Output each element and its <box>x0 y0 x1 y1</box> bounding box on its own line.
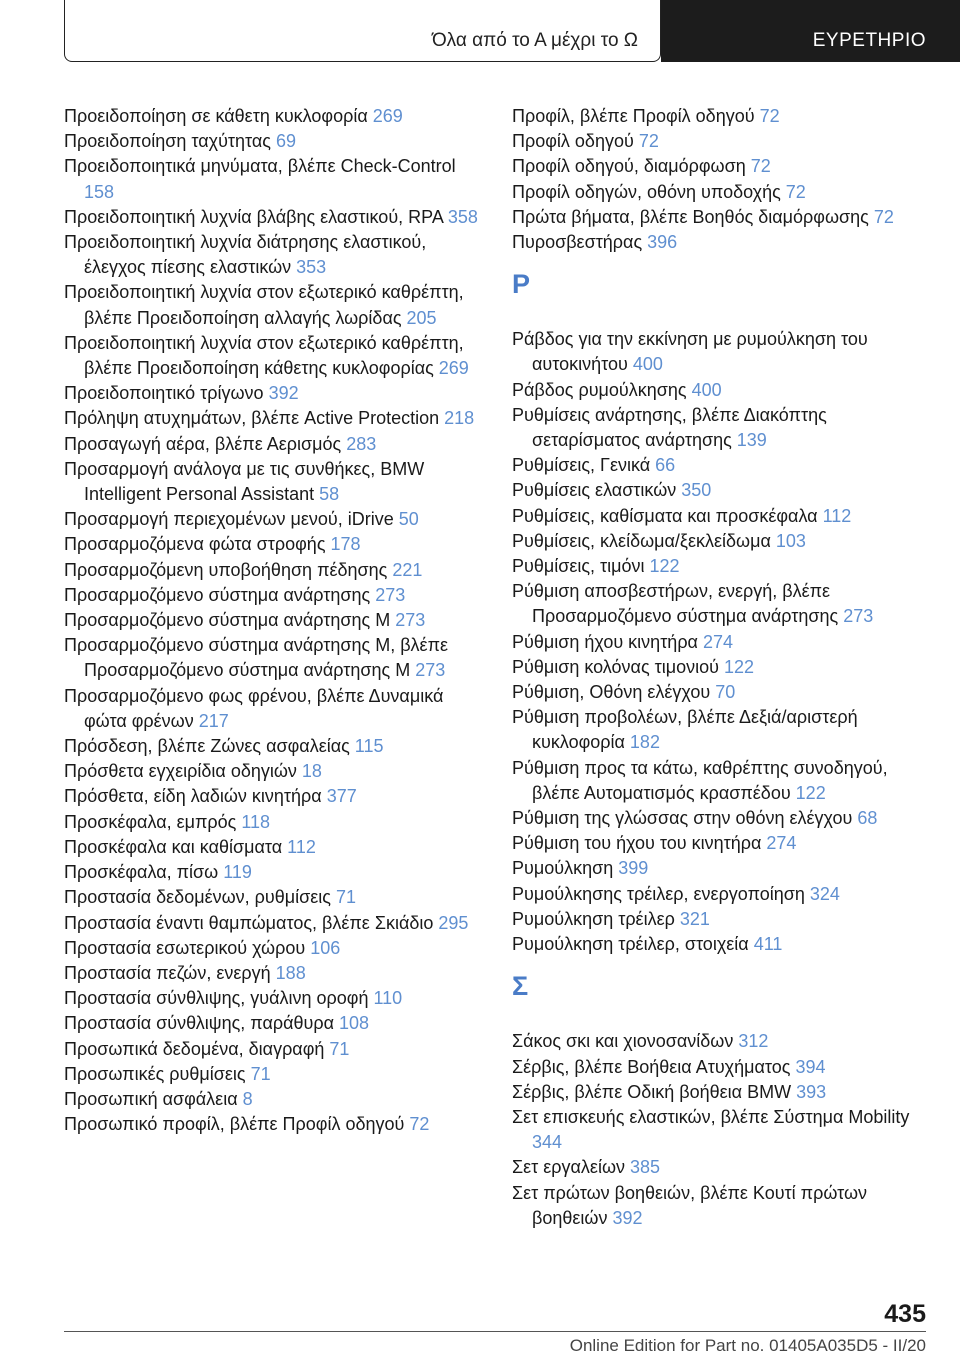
page-reference-link[interactable]: 399 <box>618 858 649 879</box>
entry-text: Ρύθμιση, Οθόνη ελέγχου <box>512 682 716 703</box>
index-entry <box>512 554 932 579</box>
index-entry <box>64 608 484 633</box>
entry-text: Ρυμούλκηση <box>512 858 619 879</box>
index-entry <box>512 756 932 806</box>
entry-text: Προσαρμοζόμενη υποβοήθηση πέδησης <box>64 559 393 580</box>
index-entry <box>64 280 484 330</box>
index-entry <box>512 504 932 529</box>
page-reference-link[interactable]: 273 <box>395 610 426 631</box>
index-entry <box>64 154 484 204</box>
letter-heading-sigma: Σ <box>512 971 529 1002</box>
page-reference-link[interactable]: 115 <box>354 736 384 757</box>
entry-text: Σετ εργαλείων <box>512 1157 631 1178</box>
page-reference-link[interactable]: 273 <box>375 584 406 605</box>
index-entry <box>512 230 932 255</box>
index-entry <box>512 856 932 881</box>
index-entry <box>512 630 932 655</box>
page-reference-link[interactable]: 269 <box>372 106 403 126</box>
entry-text: Ρύθμιση της γλώσσας στην οθόνη ελέγχου <box>512 808 858 829</box>
index-entry <box>512 1105 932 1155</box>
page-reference-link[interactable]: 385 <box>630 1157 661 1178</box>
page-reference-link[interactable]: 110 <box>373 988 403 1009</box>
entry-text: Προειδοποίηση ταχύτητας <box>64 131 276 152</box>
entry-text: Ρύθμιση του ήχου του κινητήρα <box>512 833 767 854</box>
page-reference-link[interactable]: 283 <box>346 433 377 454</box>
index-entry <box>512 205 932 230</box>
entry-text: Προσαγωγή αέρα, βλέπε Αερισμός <box>64 433 347 454</box>
index-entry <box>64 810 484 835</box>
page-reference-link[interactable]: 295 <box>438 912 469 933</box>
entry-text: Σετ επισκευής ελαστικών, βλέπε Σύστημα Mobility <box>512 1106 910 1127</box>
index-entry <box>64 1112 484 1137</box>
entry-text: Πρόσθετα, είδη λαδιών κινητήρα <box>64 786 327 807</box>
page-reference-link[interactable]: 69 <box>275 131 296 152</box>
index-entry <box>64 406 484 431</box>
page-reference-link[interactable]: 72 <box>873 206 894 227</box>
entry-text: Προσαρμοζόμενα φώτα στροφής <box>64 534 331 555</box>
entry-text: Προειδοποιητικό τρίγωνο <box>64 383 269 404</box>
page-reference-link[interactable]: 70 <box>715 682 736 703</box>
page-reference-link[interactable]: 72 <box>759 106 780 126</box>
chapter-title: ΕΥΡΕΤΗΡΙΟ <box>812 30 926 51</box>
entry-text: Ρύθμιση προβολέων, βλέπε Δεξιά/αριστερή κυκλοφορία <box>512 707 858 753</box>
entry-text: Ρύθμιση κολόνας τιμονιού <box>512 656 724 677</box>
page-reference-link[interactable]: 72 <box>785 181 806 202</box>
entry-text: Προφίλ οδηγού <box>512 131 639 152</box>
entry-text: Ράβδος ρυμούλκησης <box>512 379 692 400</box>
entry-text: Προειδοποιητική λυχνία βλάβης ελαστικού, RPA <box>64 206 448 227</box>
page-reference-link[interactable]: 50 <box>398 509 419 530</box>
page-reference-link[interactable]: 312 <box>738 1031 769 1052</box>
entry-text: Προειδοποιητική λυχνία στον εξωτερικό καθρέπτη, βλέπε Προειδοποίηση κάθετης κυκλοφορίας <box>64 332 464 379</box>
index-entry <box>64 936 484 961</box>
entry-text: Προσκέφαλα, εμπρός <box>64 811 242 832</box>
page-reference-link[interactable]: 377 <box>326 786 357 807</box>
index-entry <box>64 835 484 860</box>
index-entry <box>64 860 484 885</box>
page-reference-link[interactable]: 221 <box>392 559 423 580</box>
section-title: Όλα από το Α μέχρι το Ω <box>431 30 638 51</box>
page-reference-link[interactable]: 118 <box>241 811 271 832</box>
page-reference-link[interactable]: 273 <box>843 606 874 627</box>
entry-text: Προστασία σύνθλιψης, παράθυρα <box>64 1013 339 1034</box>
page-reference-link[interactable]: 8 <box>242 1088 253 1109</box>
entry-text: Πρόσθετα εγχειρίδια οδηγιών <box>64 761 302 782</box>
entry-text: Προστασία πεζών, ενεργή <box>64 962 276 983</box>
index-entry <box>512 579 932 629</box>
entry-text: Προφίλ, βλέπε Προφίλ οδηγού <box>512 106 760 126</box>
index-group-pi <box>512 104 932 255</box>
page-reference-link[interactable]: 103 <box>775 530 806 551</box>
page-header <box>64 0 960 64</box>
entry-text: Σέρβις, βλέπε Βοήθεια Ατυχήματος <box>512 1056 796 1077</box>
entry-text: Πρώτα βήματα, βλέπε Βοηθός διαμόρφωσης <box>512 206 874 227</box>
page-reference-link[interactable]: 112 <box>822 505 852 526</box>
index-entry <box>64 507 484 532</box>
page-reference-link[interactable]: 119 <box>223 862 252 883</box>
index-entry <box>64 633 484 683</box>
page-reference-link[interactable]: 358 <box>447 206 478 227</box>
entry-text: Προειδοποιητική λυχνία διάτρησης ελαστικού, έλεγχος πίεσης ελαστικών <box>64 232 427 278</box>
entry-text: Ρύθμιση αποσβεστήρων, ενεργή, βλέπε Προσαρμοζόμενο σύστημα ανάρτησης <box>512 581 844 627</box>
entry-text: Προσαρμοζόμενο σύστημα ανάρτησης <box>64 584 376 605</box>
entry-text: Πρόληψη ατυχημάτων, βλέπε Active Protection <box>64 408 445 429</box>
page-reference-link[interactable]: 274 <box>702 631 734 652</box>
page-reference-link[interactable]: 71 <box>329 1038 350 1059</box>
index-entry <box>64 432 484 457</box>
index-group-sigma <box>512 1029 932 1231</box>
entry-text: Προειδοποίηση σε κάθετη κυκλοφορία <box>64 106 373 126</box>
page-reference-link[interactable]: 344 <box>532 1132 563 1153</box>
page-reference-link[interactable]: 139 <box>736 430 767 451</box>
index-entry <box>64 1011 484 1036</box>
page-reference-link[interactable]: 182 <box>629 732 660 753</box>
index-entry <box>64 784 484 809</box>
index-entry <box>64 230 484 280</box>
page-reference-link[interactable]: 66 <box>655 455 676 476</box>
index-entry <box>64 381 484 406</box>
page-reference-link[interactable]: 321 <box>679 908 710 929</box>
page-reference-link[interactable]: 274 <box>766 833 797 854</box>
index-entry <box>512 327 932 377</box>
entry-text: Προσαρμογή περιεχομένων μενού, iDrive <box>64 509 399 530</box>
index-entry <box>512 180 932 205</box>
index-entry <box>64 558 484 583</box>
index-entry <box>64 129 484 154</box>
page-reference-link[interactable]: 324 <box>809 883 840 904</box>
index-entry <box>512 831 932 856</box>
page-reference-link[interactable]: 396 <box>647 232 678 253</box>
index-entry <box>512 478 932 503</box>
page-reference-link[interactable]: 72 <box>638 131 659 152</box>
index-entry <box>64 1037 484 1062</box>
page-reference-link[interactable]: 269 <box>438 358 469 379</box>
index-entry <box>512 655 932 680</box>
page-reference-link[interactable]: 400 <box>632 354 663 375</box>
entry-text: Ράβδος για την εκκίνηση με ρυμούλκηση του αυτοκινήτου <box>512 329 868 375</box>
index-entry <box>64 104 484 129</box>
page-reference-link[interactable]: 71 <box>335 887 356 908</box>
entry-text: Πυροσβεστήρας <box>512 232 648 253</box>
index-entry <box>64 734 484 759</box>
index-entry <box>512 1080 932 1105</box>
index-entry <box>64 331 484 381</box>
entry-text: Πρόσδεση, βλέπε Ζώνες ασφαλείας <box>64 736 355 757</box>
page-number: 435 <box>884 1300 926 1328</box>
entry-text: Σέρβις, βλέπε Οδική βοήθεια BMW <box>512 1081 797 1102</box>
entry-text: Προσαρμοζόμενο σύστημα ανάρτησης M <box>64 610 396 631</box>
index-entry <box>512 129 932 154</box>
footer-divider <box>64 1331 926 1332</box>
entry-text: Σετ πρώτων βοηθειών, βλέπε Κουτί πρώτων βοηθειών <box>512 1182 868 1228</box>
page-reference-link[interactable]: 158 <box>84 181 115 202</box>
entry-text: Προστασία εσωτερικού χώρου <box>64 937 311 958</box>
entry-text: Προσαρμοζόμενο φως φρένου, βλέπε Δυναμικά φώτα φρένων <box>64 685 444 731</box>
entry-text: Προσαρμογή ανάλογα με τις συνθήκες, BMW Intelligent Personal Assistant <box>64 458 425 505</box>
entry-text: Ρυθμίσεις ανάρτησης, βλέπε Διακόπτης σεταρίσματος ανάρτησης <box>512 404 827 451</box>
index-entry <box>512 907 932 932</box>
index-entry <box>512 1155 932 1180</box>
page-reference-link[interactable]: 108 <box>339 1013 370 1034</box>
page-reference-link[interactable]: 350 <box>681 480 712 501</box>
page-reference-link[interactable]: 394 <box>795 1056 826 1077</box>
index-entry <box>64 759 484 784</box>
page-reference-link[interactable]: 411 <box>753 934 783 955</box>
page-reference-link[interactable]: 122 <box>649 556 680 577</box>
index-entry <box>64 911 484 936</box>
index-entry <box>64 457 484 507</box>
index-entry <box>64 583 484 608</box>
entry-text: Προσωπικά δεδομένα, διαγραφή <box>64 1038 330 1059</box>
section-tab <box>64 0 661 62</box>
page-reference-link[interactable]: 112 <box>287 836 316 857</box>
entry-text: Ρυμούλκηση τρέιλερ <box>512 908 680 929</box>
index-entry <box>512 705 932 755</box>
entry-text: Ρύθμιση ήχου κινητήρα <box>512 631 703 652</box>
chapter-tab <box>661 0 960 62</box>
index-entry <box>512 1029 932 1054</box>
page-reference-link[interactable]: 122 <box>723 656 755 677</box>
index-entry <box>64 684 484 734</box>
entry-text: Προσκέφαλα και καθίσματα <box>64 836 288 857</box>
page-reference-link[interactable]: 72 <box>409 1114 430 1135</box>
index-entry <box>64 205 484 230</box>
page-reference-link[interactable]: 122 <box>795 782 826 803</box>
entry-text: Ρυθμίσεις ελαστικών <box>512 480 682 501</box>
index-entry <box>512 882 932 907</box>
entry-text: Προστασία σύνθλιψης, γυάλινη οροφή <box>64 988 374 1009</box>
page-reference-link[interactable]: 393 <box>796 1081 827 1102</box>
index-entry <box>512 378 932 403</box>
entry-text: Ρυθμίσεις, καθίσματα και προσκέφαλα <box>512 505 823 526</box>
entry-text: Προστασία δεδομένων, ρυθμίσεις <box>64 887 336 908</box>
index-entry <box>512 806 932 831</box>
page-reference-link[interactable]: 217 <box>198 710 229 731</box>
entry-text: Ρυμούλκησης τρέιλερ, ενεργοποίηση <box>512 883 810 904</box>
index-entry <box>512 1055 932 1080</box>
entry-text: Προστασία έναντι θαμπώματος, βλέπε Σκιάδιο <box>64 912 439 933</box>
index-entry <box>512 529 932 554</box>
page-reference-link[interactable]: 72 <box>750 156 771 177</box>
entry-text: Σάκος σκι και χιονοσανίδων <box>512 1031 739 1052</box>
entry-text: Προσωπικές ρυθμίσεις <box>64 1063 251 1084</box>
page-reference-link[interactable]: 68 <box>857 808 878 829</box>
page-reference-link[interactable]: 178 <box>330 534 361 555</box>
entry-text: Προειδοποιητική λυχνία στον εξωτερικό καθρέπτη, βλέπε Προειδοποίηση αλλαγής λωρίδας <box>64 282 464 328</box>
index-column-left <box>64 104 484 1137</box>
index-entry <box>512 932 932 957</box>
page-reference-link[interactable]: 400 <box>691 379 722 400</box>
index-entry <box>64 1087 484 1112</box>
index-entry <box>512 154 932 179</box>
page-reference-link[interactable]: 353 <box>296 257 327 278</box>
entry-text: Ρύθμιση προς τα κάτω, καθρέπτης συνοδηγού, βλέπε Αυτοματισμός κρασπέδου <box>512 757 888 803</box>
page-reference-link[interactable]: 273 <box>415 660 446 681</box>
index-entry <box>512 453 932 478</box>
page-reference-link[interactable]: 106 <box>310 937 341 958</box>
index-entry <box>64 961 484 986</box>
entry-text: Ρυθμίσεις, τιμόνι <box>512 556 650 577</box>
page-reference-link[interactable]: 71 <box>250 1063 271 1084</box>
entry-text: Προφίλ οδηγών, οθόνη υποδοχής <box>512 181 786 202</box>
entry-text: Προσαρμοζόμενο σύστημα ανάρτησης M, βλέπε Προσαρμοζόμενο σύστημα ανάρτησης M <box>64 635 449 681</box>
entry-text: Προσωπικό προφίλ, βλέπε Προφίλ οδηγού <box>64 1114 410 1135</box>
index-entry <box>64 1062 484 1087</box>
page-reference-link[interactable]: 392 <box>612 1207 643 1228</box>
index-column-right <box>512 104 932 1231</box>
index-entry <box>64 885 484 910</box>
index-entry <box>512 403 932 453</box>
letter-heading-rho: Ρ <box>512 269 531 300</box>
index-entry <box>512 680 932 705</box>
page-reference-link[interactable]: 188 <box>275 962 306 983</box>
page-reference-link[interactable]: 58 <box>319 484 340 505</box>
page-reference-link[interactable]: 205 <box>406 307 437 328</box>
index-entry <box>512 104 932 129</box>
index-entry <box>512 1181 932 1231</box>
entry-text: Προσκέφαλα, πίσω <box>64 862 224 883</box>
footer-text: Online Edition for Part no. 01405A035D5 - II/20 <box>569 1336 926 1355</box>
entry-text: Προειδοποιητικά μηνύματα, βλέπε Check-Control <box>64 156 456 177</box>
entry-text: Προσωπική ασφάλεια <box>64 1088 243 1109</box>
index-entry <box>64 532 484 557</box>
page-reference-link[interactable]: 18 <box>301 761 322 782</box>
index-group-rho <box>512 327 932 957</box>
entry-text: Ρυμούλκηση τρέιλερ, στοιχεία <box>512 934 754 955</box>
index-entry <box>64 986 484 1011</box>
entry-text: Ρυθμίσεις, κλείδωμα/ξεκλείδωμα <box>512 530 776 551</box>
page-reference-link[interactable]: 218 <box>444 408 475 429</box>
page-reference-link[interactable]: 392 <box>268 383 299 404</box>
entry-text: Προφίλ οδηγού, διαμόρφωση <box>512 156 751 177</box>
entry-text: Ρυθμίσεις, Γενικά <box>512 455 656 476</box>
